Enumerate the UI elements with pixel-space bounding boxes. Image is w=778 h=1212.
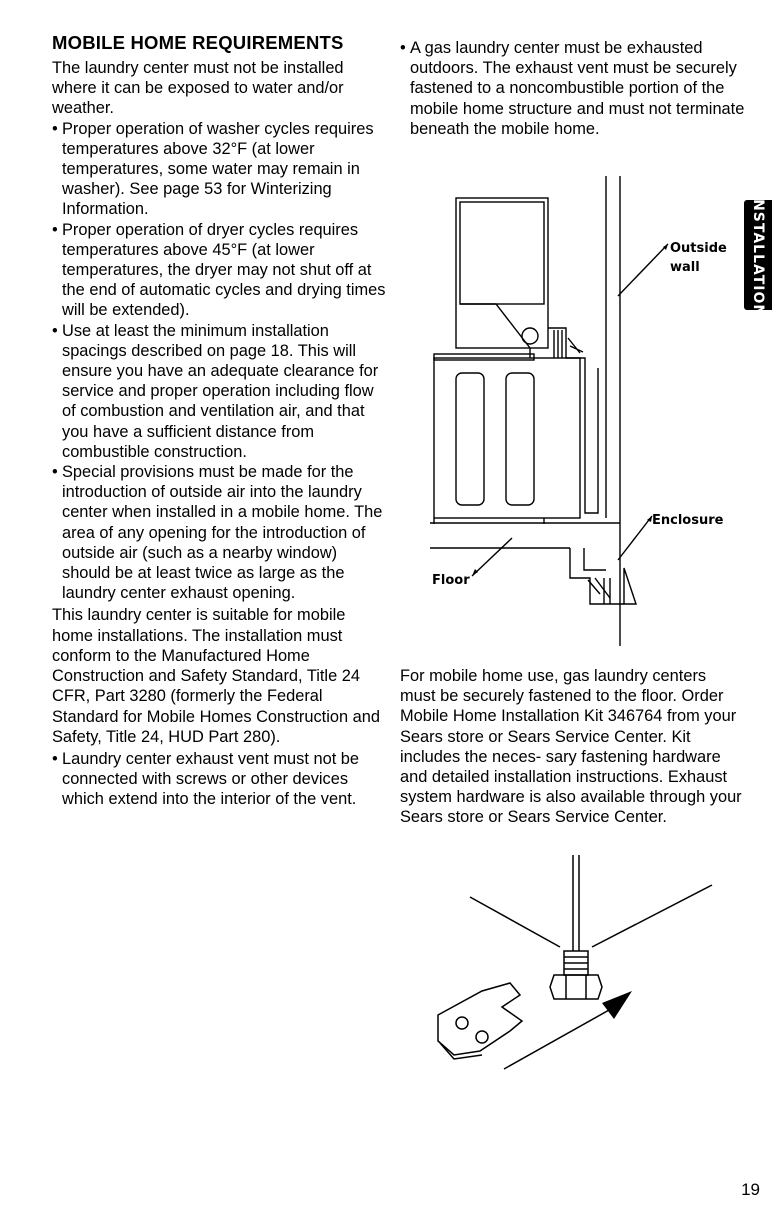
list-item: • A gas laundry center must be exhausted outdoors. The exhaust vent must be securely fastened to a noncombustible portion of the mobile home structure and must not terminate beneath the mobile home. <box>400 38 745 139</box>
intro-paragraph: The laundry center must not be installed where it can be exposed to water and/or weather. <box>52 59 344 118</box>
floor-fastening-diagram <box>410 855 730 1085</box>
list-item: • Use at least the minimum installation spacings described on page 18. This will ensure you have an adequate clearance for service and proper operation including flow of combustion and ventilation air, and that you have a sufficient distance from combustible construction. <box>52 321 387 462</box>
section-heading: MOBILE HOME REQUIREMENTS <box>52 32 344 53</box>
requirements-list <box>52 119 387 604</box>
fastening-text <box>400 666 745 828</box>
vent-list <box>52 749 387 810</box>
enclosure-label: Enclosure <box>652 513 724 528</box>
fastening-paragraph: For mobile home use, gas laundry centers must be securely fastened to the floor. Order Mobile Home Installation Kit 346764 from your Sears store or Sears Service Center. Kit includes the neces- sary fastening hardware and detailed installation instructions. Exhaust system hardware is also available through your Sears store or Sears Service Center. <box>400 667 742 827</box>
exhaust-installation-diagram <box>420 168 740 648</box>
page-number: 19 <box>741 1180 760 1199</box>
suitability-paragraph: This laundry center is suitable for mobile home installations. The installation must conform to the Manufactured Home Construction and Safety Standard, Title 24 CFR, Part 3280 (formerly the Federal Standard for Mobile Homes Construction and Safety, Title 24, HUD Part 280). <box>52 606 380 746</box>
exhaust-list <box>400 38 745 139</box>
outside-wall-label-line1: Outside <box>670 241 727 256</box>
left-column <box>52 32 387 810</box>
outside-wall-label-line2: wall <box>670 260 700 275</box>
right-column <box>400 38 745 139</box>
floor-label: Floor <box>432 573 470 588</box>
list-item: • Proper operation of dryer cycles requires temperatures above 45°F (at lower temperatures, the dryer may not shut off at the end of automatic cycles and drying times will be extended). <box>52 220 387 321</box>
list-item: • Special provisions must be made for the introduction of outside air into the laundry center when installed in a mobile home. The area of any opening for the introduction of outside air (such as a nearby window) should be at least twice as large as the laundry center exhaust opening. <box>52 462 387 603</box>
section-tab-label: INSTALLATION <box>750 192 766 318</box>
list-item: • Laundry center exhaust vent must not be connected with screws or other devices which extend into the interior of the vent. <box>52 749 387 810</box>
section-tab <box>744 192 772 318</box>
list-item: • Proper operation of washer cycles requires temperatures above 32°F (at lower temperatures, some water may remain in washer). See page 53 for Winterizing Information. <box>52 119 387 220</box>
